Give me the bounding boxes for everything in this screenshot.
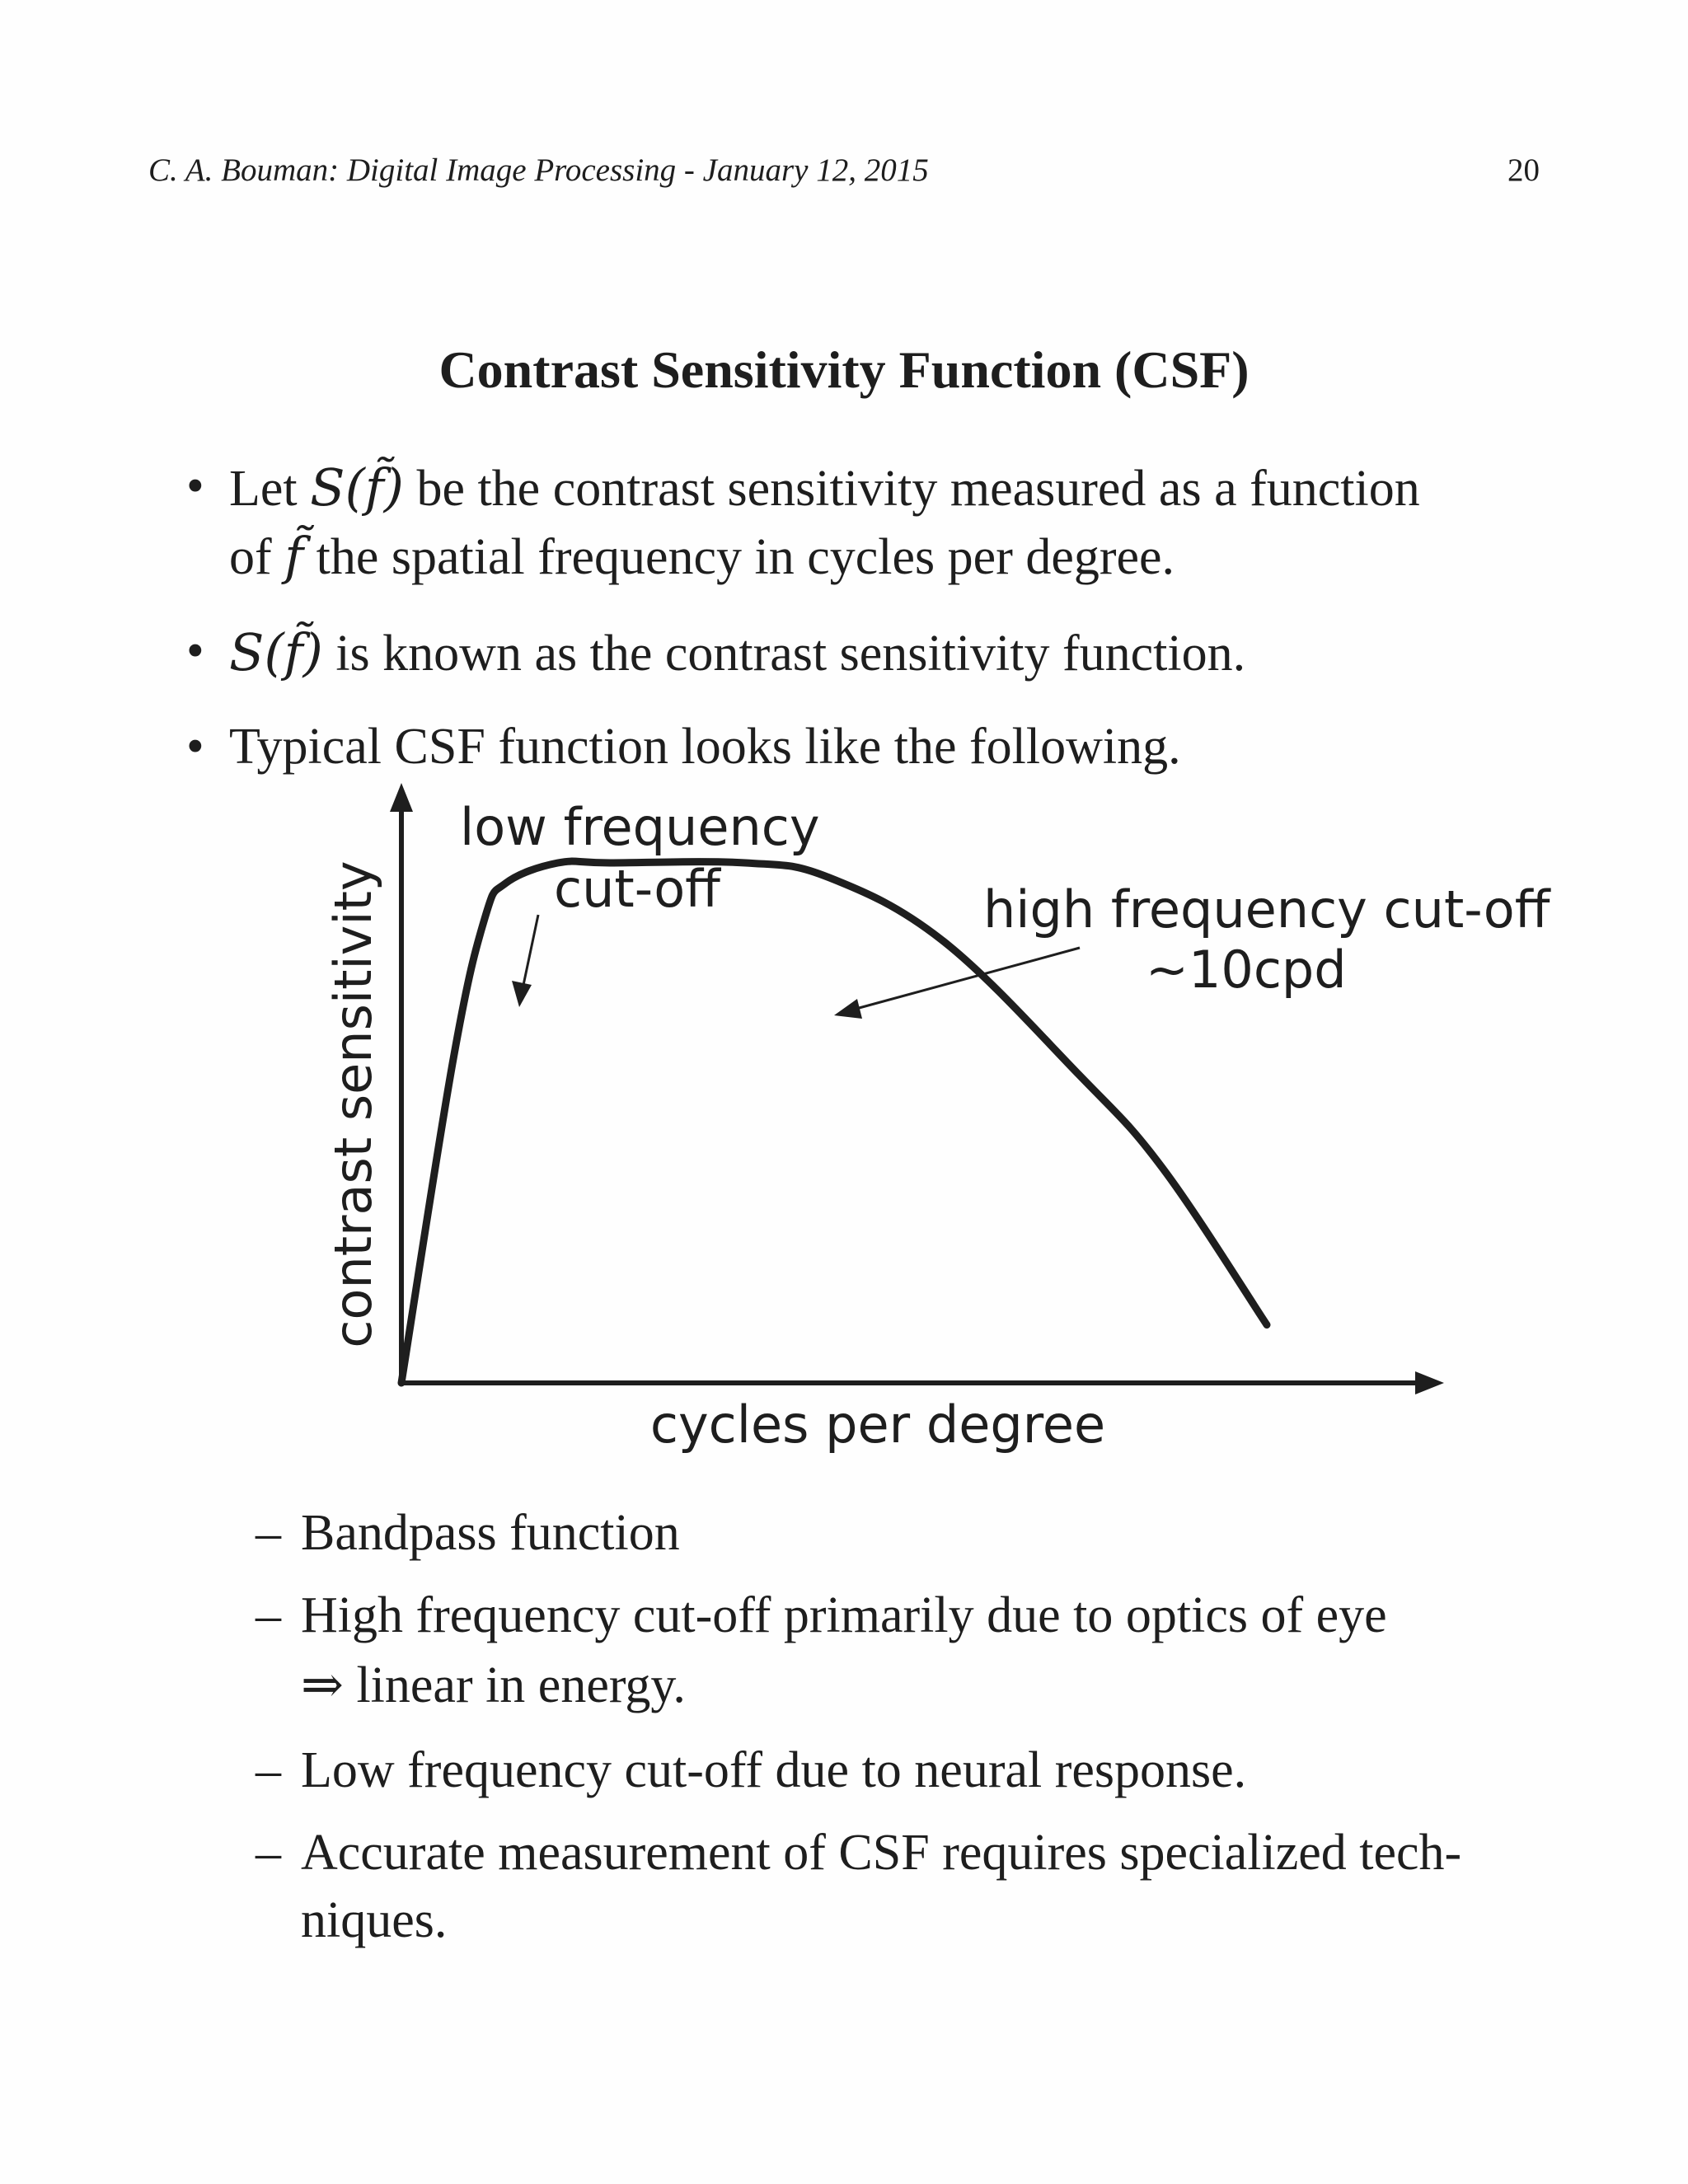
dash-marker: – [256,1505,281,1561]
page-title: Contrast Sensitivity Function (CSF) [438,340,1250,399]
page-number: 20 [1507,152,1540,188]
bullet-marker: • [186,623,204,679]
bullet-marker: • [186,719,204,775]
annotation-high-line-1: high frequency cut-off [983,879,1550,940]
bullet-1-line-2: of f̃ the spatial frequency in cycles per degree. [229,526,1175,586]
bullet-marker: • [186,458,204,514]
annotation-low-arrow-shaft [523,915,538,989]
sub-item-4-line-1: Accurate measurement of CSF requires specialized tech- [301,1825,1462,1881]
bullet-2-line-1: S(f̃) is known as the contrast sensitivity function. [229,622,1246,682]
math-s-of-f: S(f̃) [310,457,404,518]
math-f: f̃ [284,526,304,586]
sub-item-4-line-2: niques. [301,1892,448,1948]
bullet-1-line-1: Let S(f̃) be the contrast sensitivity measured as a function [229,457,1420,518]
sub-item-3-text: Low frequency cut-off due to neural response. [301,1742,1247,1798]
annotation-low-line-1: low frequency [460,797,820,857]
y-axis-label: contrast sensitivity [323,860,383,1348]
dash-marker: – [256,1825,281,1881]
bullet-3-line-1: Typical CSF function looks like the following. [229,719,1181,775]
dash-marker: – [256,1742,281,1798]
y-axis-arrowhead [390,783,413,812]
sub-item-2-line-2: ⇒ linear in energy. [301,1657,686,1713]
annotation-low-arrowhead [512,981,532,1007]
sub-item-1-text: Bandpass function [301,1505,680,1561]
annotation-low-line-2: cut-off [554,859,720,919]
dash-marker: – [256,1587,281,1643]
x-axis-arrowhead [1415,1371,1444,1394]
running-title: C. A. Bouman: Digital Image Processing - January 12, 2015 [148,152,929,188]
math-s-of-f: S(f̃) [229,622,323,682]
annotation-high-line-2: ~10cpd [1146,940,1347,1000]
sub-item-2-line-1: High frequency cut-off primarily due to optics of eye [301,1587,1387,1643]
x-axis-label: cycles per degree [649,1394,1106,1455]
annotation-high-arrowhead [834,999,862,1019]
